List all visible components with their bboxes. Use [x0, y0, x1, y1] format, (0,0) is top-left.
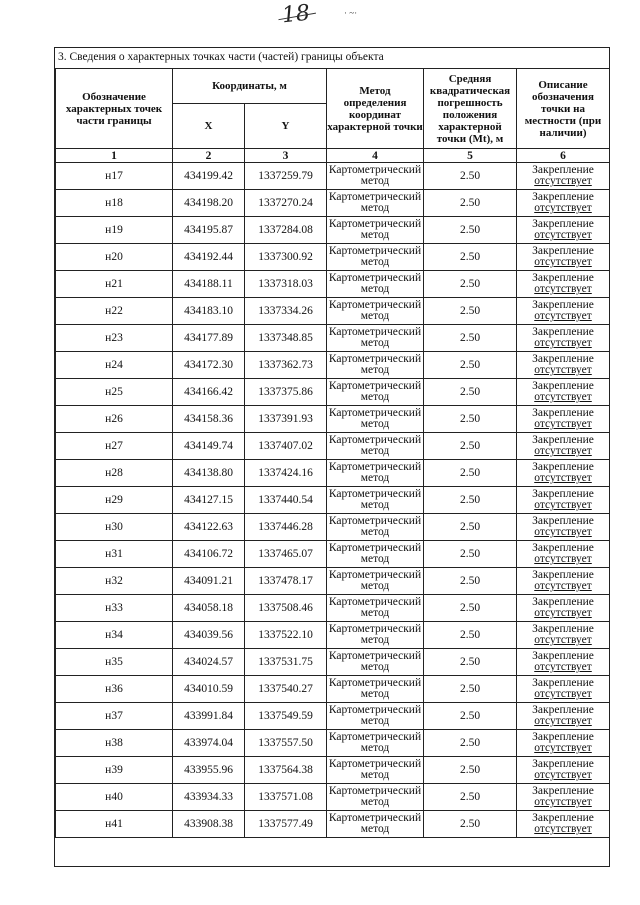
column-number: 1 [56, 149, 173, 163]
method-line-1: Картометрический [328, 380, 422, 392]
table-row [56, 622, 610, 649]
description-line-2: отсутствует [534, 742, 592, 754]
rms-error: 2.50 [424, 703, 517, 730]
coord-y: 1337407.02 [245, 433, 327, 460]
description-line-2: отсутствует [534, 634, 592, 646]
table-row [56, 784, 610, 811]
description-line-1: Закрепление [532, 515, 594, 527]
method-line-2: метод [360, 418, 390, 430]
point-id: н40 [56, 784, 173, 811]
method-line-1: Картометрический [328, 704, 422, 716]
coord-x: 434010.59 [173, 676, 245, 703]
method-cell [327, 433, 424, 460]
coord-x: 434158.36 [173, 406, 245, 433]
point-id: н20 [56, 244, 173, 271]
description-line-2: отсутствует [534, 256, 592, 268]
table-row [56, 568, 610, 595]
description-line-2: отсутствует [534, 769, 592, 781]
coord-x: 434091.21 [173, 568, 245, 595]
description-cell [517, 325, 610, 352]
coord-y: 1337531.75 [245, 649, 327, 676]
description-cell [517, 622, 610, 649]
method-line-2: метод [360, 445, 390, 457]
rms-error: 2.50 [424, 163, 517, 190]
rms-error: 2.50 [424, 757, 517, 784]
rms-error: 2.50 [424, 190, 517, 217]
coord-y: 1337522.10 [245, 622, 327, 649]
description-line-2: отсутствует [534, 715, 592, 727]
description-cell [517, 190, 610, 217]
point-id: н36 [56, 676, 173, 703]
header-method: Метод определения координат характерной точки [327, 69, 424, 149]
method-cell [327, 703, 424, 730]
coord-x: 434149.74 [173, 433, 245, 460]
method-cell [327, 622, 424, 649]
description-line-1: Закрепление [532, 191, 594, 203]
description-line-2: отсутствует [534, 796, 592, 808]
rms-error: 2.50 [424, 406, 517, 433]
header-x: X [173, 104, 245, 149]
table-row [56, 676, 610, 703]
table-row [56, 352, 610, 379]
table-row [56, 271, 610, 298]
coord-y: 1337334.26 [245, 298, 327, 325]
method-cell [327, 757, 424, 784]
method-line-1: Картометрический [328, 218, 422, 230]
rms-error: 2.50 [424, 325, 517, 352]
table-row [56, 244, 610, 271]
method-line-1: Картометрический [328, 569, 422, 581]
rms-error: 2.50 [424, 244, 517, 271]
method-line-2: метод [360, 337, 390, 349]
point-id: н41 [56, 811, 173, 838]
description-line-1: Закрепление [532, 677, 594, 689]
table-row [56, 163, 610, 190]
coord-x: 433991.84 [173, 703, 245, 730]
point-id: н39 [56, 757, 173, 784]
method-cell [327, 784, 424, 811]
rms-error: 2.50 [424, 379, 517, 406]
method-line-2: метод [360, 202, 390, 214]
rms-error: 2.50 [424, 217, 517, 244]
method-line-2: метод [360, 607, 390, 619]
rms-error: 2.50 [424, 514, 517, 541]
coord-x: 434199.42 [173, 163, 245, 190]
rms-error: 2.50 [424, 271, 517, 298]
table-body [56, 163, 610, 838]
point-id: н33 [56, 595, 173, 622]
method-cell [327, 487, 424, 514]
rms-error: 2.50 [424, 433, 517, 460]
description-line-2: отсутствует [534, 688, 592, 700]
table-row [56, 325, 610, 352]
description-line-1: Закрепление [532, 353, 594, 365]
method-line-1: Картометрический [328, 272, 422, 284]
coord-y: 1337270.24 [245, 190, 327, 217]
description-cell [517, 703, 610, 730]
method-line-1: Картометрический [328, 596, 422, 608]
description-line-1: Закрепление [532, 434, 594, 446]
rms-error: 2.50 [424, 541, 517, 568]
method-line-2: метод [360, 499, 390, 511]
point-id: н18 [56, 190, 173, 217]
column-number: 3 [245, 149, 327, 163]
point-id: н38 [56, 730, 173, 757]
description-line-2: отсутствует [534, 229, 592, 241]
table-row [56, 406, 610, 433]
description-cell [517, 730, 610, 757]
description-line-2: отсутствует [534, 418, 592, 430]
coord-y: 1337540.27 [245, 676, 327, 703]
description-line-1: Закрепление [532, 488, 594, 500]
description-cell [517, 757, 610, 784]
coord-x: 434127.15 [173, 487, 245, 514]
description-line-2: отсутствует [534, 283, 592, 295]
coord-x: 434195.87 [173, 217, 245, 244]
coord-x: 433908.38 [173, 811, 245, 838]
point-id: н22 [56, 298, 173, 325]
header-y: Y [245, 104, 327, 149]
coord-y: 1337318.03 [245, 271, 327, 298]
point-id: н19 [56, 217, 173, 244]
table-row [56, 487, 610, 514]
coord-y: 1337571.08 [245, 784, 327, 811]
method-cell [327, 352, 424, 379]
description-line-1: Закрепление [532, 596, 594, 608]
point-id: н17 [56, 163, 173, 190]
method-line-2: метод [360, 553, 390, 565]
description-line-2: отсутствует [534, 526, 592, 538]
method-cell [327, 325, 424, 352]
table-row [56, 649, 610, 676]
description-cell [517, 595, 610, 622]
method-line-2: метод [360, 634, 390, 646]
description-line-2: отсутствует [534, 472, 592, 484]
coord-y: 1337440.54 [245, 487, 327, 514]
method-line-2: метод [360, 256, 390, 268]
description-cell [517, 163, 610, 190]
method-line-1: Картометрический [328, 245, 422, 257]
description-line-1: Закрепление [532, 407, 594, 419]
point-id: н25 [56, 379, 173, 406]
description-line-1: Закрепление [532, 164, 594, 176]
method-line-2: метод [360, 310, 390, 322]
column-number: 2 [173, 149, 245, 163]
method-line-2: метод [360, 769, 390, 781]
method-cell [327, 271, 424, 298]
column-number: 5 [424, 149, 517, 163]
coord-y: 1337557.50 [245, 730, 327, 757]
description-line-2: отсутствует [534, 580, 592, 592]
description-line-2: отсутствует [534, 499, 592, 511]
method-cell [327, 217, 424, 244]
column-number: 4 [327, 149, 424, 163]
header-description: Описание обозначения точки на местности (при наличии) [517, 69, 610, 149]
point-id: н23 [56, 325, 173, 352]
table-row [56, 595, 610, 622]
description-line-1: Закрепление [532, 731, 594, 743]
rms-error: 2.50 [424, 460, 517, 487]
point-id: н27 [56, 433, 173, 460]
method-cell [327, 595, 424, 622]
method-line-2: метод [360, 580, 390, 592]
method-line-1: Картометрический [328, 731, 422, 743]
description-cell [517, 217, 610, 244]
method-cell [327, 730, 424, 757]
coord-x: 434166.42 [173, 379, 245, 406]
description-cell [517, 244, 610, 271]
rms-error: 2.50 [424, 730, 517, 757]
description-line-2: отсутствует [534, 607, 592, 619]
description-cell [517, 460, 610, 487]
method-cell [327, 649, 424, 676]
method-line-1: Картометрический [328, 488, 422, 500]
description-line-1: Закрепление [532, 812, 594, 824]
point-id: н32 [56, 568, 173, 595]
coord-y: 1337577.49 [245, 811, 327, 838]
method-cell [327, 676, 424, 703]
description-cell [517, 811, 610, 838]
table-row [56, 190, 610, 217]
coord-x: 434172.30 [173, 352, 245, 379]
description-cell [517, 379, 610, 406]
description-line-1: Закрепление [532, 704, 594, 716]
method-line-1: Картометрический [328, 326, 422, 338]
table-row [56, 217, 610, 244]
rms-error: 2.50 [424, 298, 517, 325]
description-cell [517, 298, 610, 325]
description-line-2: отсутствует [534, 553, 592, 565]
column-number: 6 [517, 149, 610, 163]
method-cell [327, 190, 424, 217]
method-line-1: Картометрический [328, 677, 422, 689]
table-row [56, 703, 610, 730]
method-cell [327, 460, 424, 487]
method-line-2: метод [360, 526, 390, 538]
scan-mark: · ~· [344, 8, 358, 18]
description-line-1: Закрепление [532, 218, 594, 230]
method-line-1: Картометрический [328, 299, 422, 311]
method-cell [327, 298, 424, 325]
rms-error: 2.50 [424, 352, 517, 379]
point-id: н21 [56, 271, 173, 298]
coord-x: 434138.80 [173, 460, 245, 487]
header-coordinates: Координаты, м [173, 69, 327, 104]
description-cell [517, 541, 610, 568]
coord-x: 434192.44 [173, 244, 245, 271]
coord-x: 434188.11 [173, 271, 245, 298]
point-id: н24 [56, 352, 173, 379]
coord-x: 434122.63 [173, 514, 245, 541]
coord-y: 1337478.17 [245, 568, 327, 595]
description-line-1: Закрепление [532, 542, 594, 554]
table-row [56, 298, 610, 325]
description-cell [517, 568, 610, 595]
description-line-2: отсутствует [534, 310, 592, 322]
coord-x: 433934.33 [173, 784, 245, 811]
method-line-2: метод [360, 823, 390, 835]
method-line-2: метод [360, 229, 390, 241]
coord-y: 1337465.07 [245, 541, 327, 568]
rms-error: 2.50 [424, 622, 517, 649]
description-line-1: Закрепление [532, 623, 594, 635]
method-line-2: метод [360, 742, 390, 754]
table-row [56, 541, 610, 568]
coord-y: 1337375.86 [245, 379, 327, 406]
description-line-1: Закрепление [532, 299, 594, 311]
point-id: н35 [56, 649, 173, 676]
method-line-1: Картометрический [328, 542, 422, 554]
description-line-2: отсутствует [534, 175, 592, 187]
coord-y: 1337259.79 [245, 163, 327, 190]
description-cell [517, 433, 610, 460]
description-line-2: отсутствует [534, 337, 592, 349]
coord-y: 1337446.28 [245, 514, 327, 541]
boundary-points-table [55, 68, 610, 838]
method-line-1: Картометрический [328, 623, 422, 635]
header-point-designation: Обозначение характерных точек части границы [56, 69, 173, 149]
rms-error: 2.50 [424, 811, 517, 838]
section-title: 3. Сведения о характерных точках части (частей) границы объекта [58, 51, 384, 63]
table-row [56, 514, 610, 541]
point-id: н31 [56, 541, 173, 568]
method-cell [327, 514, 424, 541]
point-id: н34 [56, 622, 173, 649]
description-cell [517, 649, 610, 676]
point-id: н29 [56, 487, 173, 514]
table-row [56, 460, 610, 487]
method-line-1: Картометрический [328, 164, 422, 176]
coord-x: 434106.72 [173, 541, 245, 568]
coord-x: 434183.10 [173, 298, 245, 325]
rms-error: 2.50 [424, 487, 517, 514]
method-line-2: метод [360, 688, 390, 700]
method-line-1: Картометрический [328, 191, 422, 203]
description-line-1: Закрепление [532, 272, 594, 284]
description-cell [517, 784, 610, 811]
method-cell [327, 568, 424, 595]
point-id: н28 [56, 460, 173, 487]
method-cell [327, 811, 424, 838]
coord-y: 1337564.38 [245, 757, 327, 784]
coord-y: 1337284.08 [245, 217, 327, 244]
coord-x: 434198.20 [173, 190, 245, 217]
page-number: 18 [280, 0, 312, 29]
method-line-2: метод [360, 661, 390, 673]
description-cell [517, 271, 610, 298]
rms-error: 2.50 [424, 568, 517, 595]
method-line-1: Картометрический [328, 515, 422, 527]
header-rms-error: Средняя квадратическая погрешность положения характерной точки (Mt), м [424, 69, 517, 149]
method-line-1: Картометрический [328, 650, 422, 662]
coord-y: 1337391.93 [245, 406, 327, 433]
point-id: н37 [56, 703, 173, 730]
description-line-1: Закрепление [532, 461, 594, 473]
table-row [56, 811, 610, 838]
method-line-1: Картометрический [328, 434, 422, 446]
rms-error: 2.50 [424, 784, 517, 811]
rms-error: 2.50 [424, 649, 517, 676]
method-line-1: Картометрический [328, 353, 422, 365]
point-id: н30 [56, 514, 173, 541]
table-row [56, 730, 610, 757]
table-row [56, 757, 610, 784]
method-line-1: Картометрический [328, 758, 422, 770]
description-line-2: отсутствует [534, 445, 592, 457]
description-line-1: Закрепление [532, 569, 594, 581]
method-cell [327, 406, 424, 433]
method-cell [327, 541, 424, 568]
description-cell [517, 487, 610, 514]
description-line-2: отсутствует [534, 823, 592, 835]
method-line-2: метод [360, 364, 390, 376]
coord-x: 433974.04 [173, 730, 245, 757]
method-line-1: Картометрический [328, 812, 422, 824]
method-cell [327, 244, 424, 271]
description-line-1: Закрепление [532, 758, 594, 770]
point-id: н26 [56, 406, 173, 433]
coord-y: 1337348.85 [245, 325, 327, 352]
description-line-2: отсутствует [534, 661, 592, 673]
description-cell [517, 676, 610, 703]
method-line-1: Картометрический [328, 461, 422, 473]
coord-y: 1337508.46 [245, 595, 327, 622]
description-line-2: отсутствует [534, 391, 592, 403]
description-line-1: Закрепление [532, 326, 594, 338]
method-line-1: Картометрический [328, 407, 422, 419]
coord-x: 433955.96 [173, 757, 245, 784]
description-cell [517, 352, 610, 379]
rms-error: 2.50 [424, 595, 517, 622]
table-row [56, 379, 610, 406]
method-line-2: метод [360, 796, 390, 808]
coord-y: 1337300.92 [245, 244, 327, 271]
description-line-1: Закрепление [532, 785, 594, 797]
description-line-2: отсутствует [534, 364, 592, 376]
method-cell [327, 379, 424, 406]
coord-x: 434177.89 [173, 325, 245, 352]
method-line-2: метод [360, 472, 390, 484]
description-line-1: Закрепление [532, 380, 594, 392]
rms-error: 2.50 [424, 676, 517, 703]
method-line-2: метод [360, 391, 390, 403]
method-cell [327, 163, 424, 190]
method-line-1: Картометрический [328, 785, 422, 797]
description-cell [517, 406, 610, 433]
description-cell [517, 514, 610, 541]
description-line-2: отсутствует [534, 202, 592, 214]
method-line-2: метод [360, 283, 390, 295]
table-row [56, 433, 610, 460]
coord-y: 1337549.59 [245, 703, 327, 730]
description-line-1: Закрепление [532, 650, 594, 662]
coord-x: 434058.18 [173, 595, 245, 622]
method-line-2: метод [360, 175, 390, 187]
description-line-1: Закрепление [532, 245, 594, 257]
coord-x: 434039.56 [173, 622, 245, 649]
coord-y: 1337362.73 [245, 352, 327, 379]
method-line-2: метод [360, 715, 390, 727]
coord-x: 434024.57 [173, 649, 245, 676]
coord-y: 1337424.16 [245, 460, 327, 487]
